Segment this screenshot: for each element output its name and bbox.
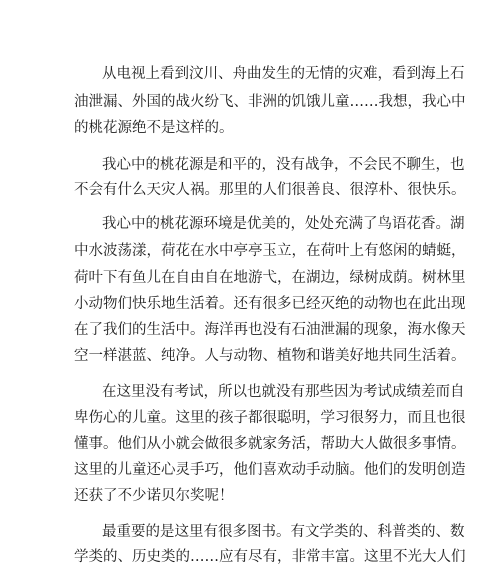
- text-line: 中水波荡漾，荷花在水中亭亭玉立，在荷叶上有悠闲的蜻蜓，: [74, 243, 466, 259]
- text-line: 不会有什么天灾人祸。那里的人们很善良、很淳朴、很快乐。: [74, 182, 466, 198]
- text-line: 的桃花源绝不是这样的。: [74, 120, 234, 136]
- text-line: 懂事。他们从小就会做很多就家务活，帮助大人做很多事情。: [74, 436, 466, 452]
- text-line: 从电视上看到汶川、舟曲发生的无情的灾难，看到海上石: [102, 66, 465, 82]
- text-line: 还获了不少诺贝尔奖呢！: [74, 488, 234, 504]
- text-line: 空一样湛蓝、纯净。人与动物、植物和谐美好地共同生活着。: [74, 348, 466, 364]
- text-line: 在了我们的生活中。海洋再也没有石油泄漏的现象，海水像天: [74, 322, 466, 338]
- text-line: 小动物们快乐地生活着。还有很多已经灭绝的动物也在此出现: [74, 296, 466, 312]
- text-line: 油泄漏、外国的战火纷飞、非洲的饥饿儿童……我想，我心中: [74, 94, 466, 110]
- text-line: 我心中的桃花源环境是优美的，处处充满了鸟语花香。湖: [102, 216, 465, 232]
- text-line: 卑伤心的儿童。这里的孩子都很聪明，学习很努力，而且也很: [74, 410, 466, 426]
- text-line: 学类的、历史类的……应有尽有，非常丰富。这里不光大人们: [74, 549, 466, 565]
- text-line: 最重要的是这里有很多图书。有文学类的、科普类的、数: [102, 524, 465, 540]
- text-line: 这里的儿童还心灵手巧，他们喜欢动手动脑。他们的发明创造: [74, 462, 466, 478]
- text-line: 在这里没有考试，所以也就没有那些因为考试成绩差而自: [102, 384, 465, 400]
- text-line: 我心中的桃花源是和平的，没有战争，不会民不聊生，也: [102, 157, 465, 173]
- text-line: 荷叶下有鱼儿在自由自在地游弋，在湖边，绿树成荫。树林里: [74, 270, 466, 286]
